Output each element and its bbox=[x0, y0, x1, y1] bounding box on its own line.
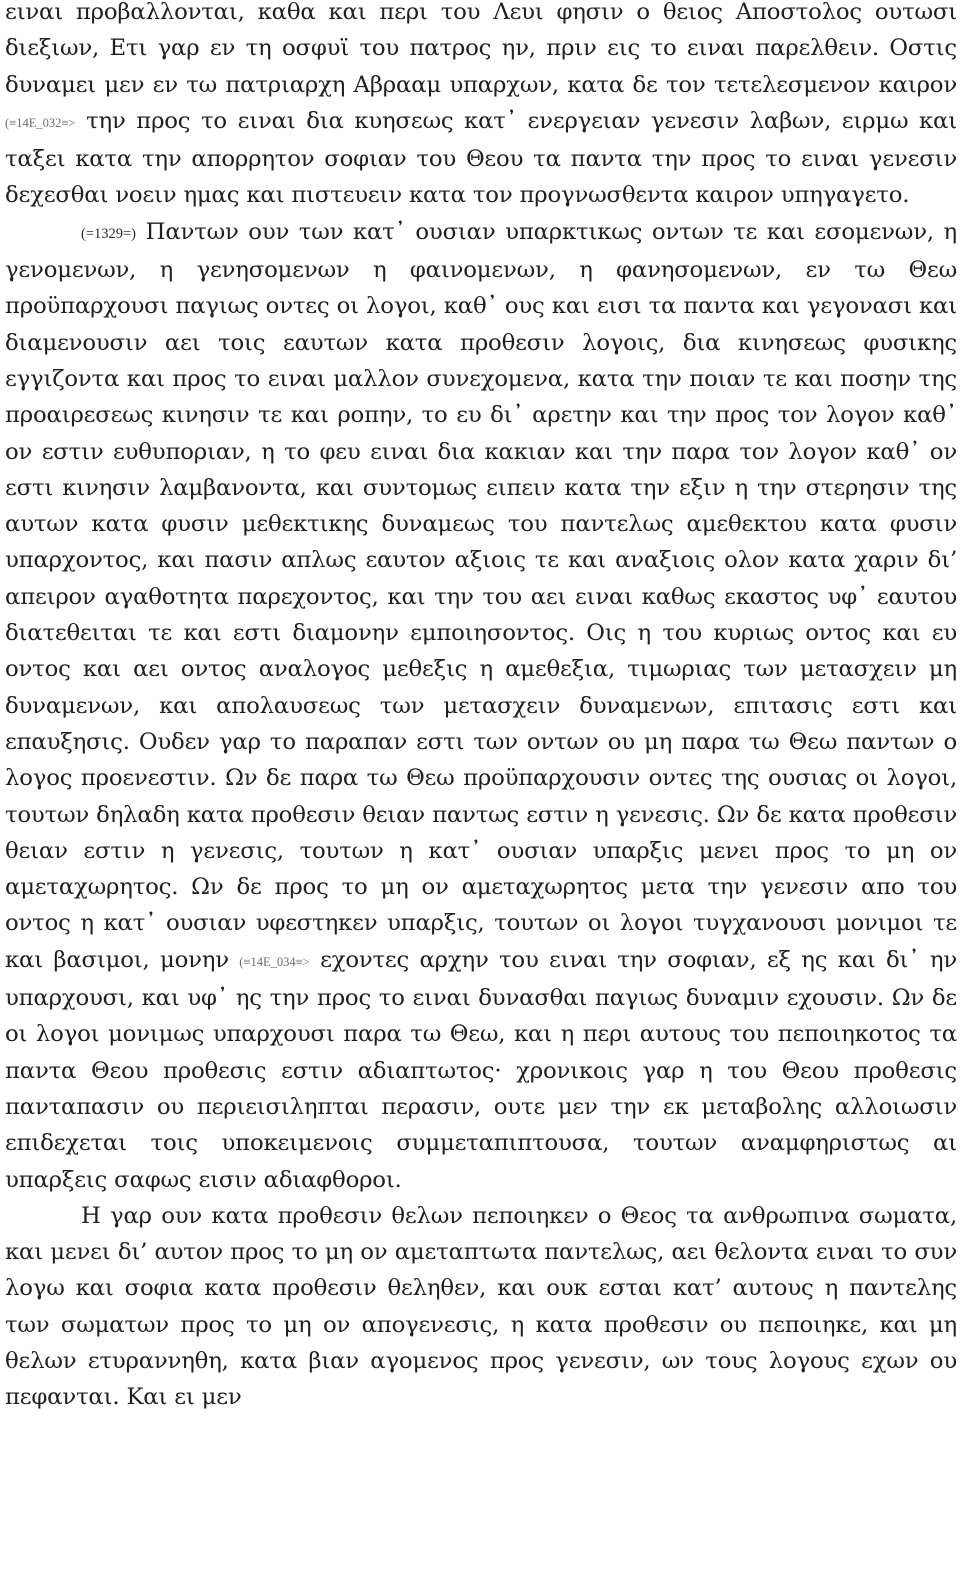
document-page bbox=[5, 0, 957, 1416]
paragraph-3-text: Η γαρ ουν κατα προθεσιν θελων πεποιηκεν ο Θεος τα ανθρωπινα σωματα, και μενει δι’ αυτον προς το μη ον αμεταπτωτα παντελως, αει θελοντα ειναι το συν λογω και σοφια κατα προθεσιν θεληθεν, και ουκ εσται κατ’ αυτους η παντελης των σωματων προς το μη ον απογενεσις, η κατα προθεσιν ου πεποιηκε, και μη θελων ετυραννηθη, κατα βιαν αγομενος προς γενεσιν, ων τους λογους εχων ου πεφανται. Και ει μεν bbox=[5, 1202, 957, 1411]
paragraph-2 bbox=[5, 214, 957, 1198]
paragraph-1 bbox=[5, 0, 957, 214]
paragraph-1-text-a: ειναι προβαλλονται, καθα και περι του Λευι φησιν ο θειος Αποστολος ουτωσι διεξιων, Ετι γαρ εν τη οσφυϊ του πατρος ην, πριν εις το ειναι παρελθειν. Οστις δυναμει μεν εν τω πατριαρχη Αβρααμ υπαρχων, κατα δε τον τετελεσμενον καιρον bbox=[5, 0, 957, 98]
reference-marker: (≡14E_034≡> bbox=[239, 954, 310, 969]
paragraph-2-text-b: εχοντες αρχην του ειναι την σοφιαν, εξ ης και δι᾿ ην υπαρχουσι, και υφ᾿ ης την προς το ειναι δυνασθαι παγιως δυναμιν εχουσιν. Ων δε οι λογοι μονιμως υπαρχουσι παρα τω Θεω, και η περι αυτους του πεποιηκοτος τα παντα Θεου προθεσις εστιν αδιαπτωτος· χρονικοις γαρ η του Θεου προθεσις πανταπασιν ου περιεισιληπται περασιν, ουτε μεν την εκ μεταβολης αλλοιωσιν επιδεχεται τοις υποκειμενοις συμμεταπιπτουσα, τουτων αναμφηριστως αι υπαρξεις σαφως εισιν αδιαφθοροι. bbox=[5, 946, 957, 1193]
paragraph-2-text-a: Παντων ουν των κατ᾿ ουσιαν υπαρκτικως οντων τε και εσομενων, η γενομενων, η γενησομενων η φαινομενων, η φανησομενων, εν τω Θεω προϋπαρχουσι παγιως οντες οι λογοι, καθ᾿ ους και εισι τα παντα και γεγονασι και διαμενουσιν αει τοις εαυτων κατα προθεσιν λογοις, δια κινησεως φυσικης εγγιζοντα και προς το ειναι μαλλον συνεχομενα, κατα την ποιαν τε και ποσην της προαιρεσεως κινησιν τε και ροπην, το ευ δι᾿ αρετην και την προς τον λογον καθ᾿ ον εστιν ευθυποριαν, η το φευ ειναι δια κακιαν και την παρα τον λογον καθ᾿ ον εστι κινησιν λαμβανοντα, και συντομως ειπειν κατα την εξιν η την στερησιν της αυτων κατα φυσιν μεθεκτικης δυναμεως του παντελως αμεθεκτου κατα φυσιν υπαρχοντος, και πασιν απλως εαυτον αξιοις τε και αναξιοις ολον κατα χαριν δι’ απειρον αγαθοτητα παρεχοντος, και την του αει ειναι καθως εκαστος υφ᾿ εαυτου διατεθειται τε και εστι διαμονην εμποιησοντος. Οις η του κυριως οντος και ευ οντος και αει οντος αναλογος μεθεξις η αμεθεξια, τιμωριας των μετασχειν μη δυναμενων, και απολαυσεως των μετασχειν δυναμενων, επιτασις εστι και επαυξησις. Ουδεν γαρ το παραπαν εστι των οντων ου μη παρα τω Θεω παντων ο λογος προενεστιν. Ων δε παρα τω Θεω προϋπαρχουσιν οντες της ουσιας οι λογοι, τουτων δηλαδη κατα προθεσιν θειαν παντως εστιν η γενεσις. Ων δε κατα προθεσιν θειαν εστιν η γενεσις, τουτων η κατ᾿ ουσιαν υπαρξις μενει προς το μη ον αμεταχωρητος. Ων δε προς το μη ον αμεταχωρητος μετα την γενεσιν απο του οντος η κατ᾿ ουσιαν υφεστηκεν υπαρξις, τουτων οι λογοι τυγχανουσι μονιμοι τε και βασιμοι, μονην bbox=[5, 218, 958, 973]
reference-marker: (≡14E_032≡> bbox=[5, 115, 76, 130]
paragraph-1-text-b: την προς το ειναι δια κυησεως κατ᾿ ενεργειαν γενεσιν λαβων, ειρμω και ταξει κατα την απορρητον σοφιαν του Θεου τα παντα την προς το ειναι γενεσιν δεχεσθαι νοειν ημας και πιστευειν κατα τον προγνωσθεντα καιρον υπηγαγετο. bbox=[5, 107, 957, 209]
column-marker: (=1329=) bbox=[81, 225, 137, 242]
paragraph-3 bbox=[5, 1198, 957, 1416]
